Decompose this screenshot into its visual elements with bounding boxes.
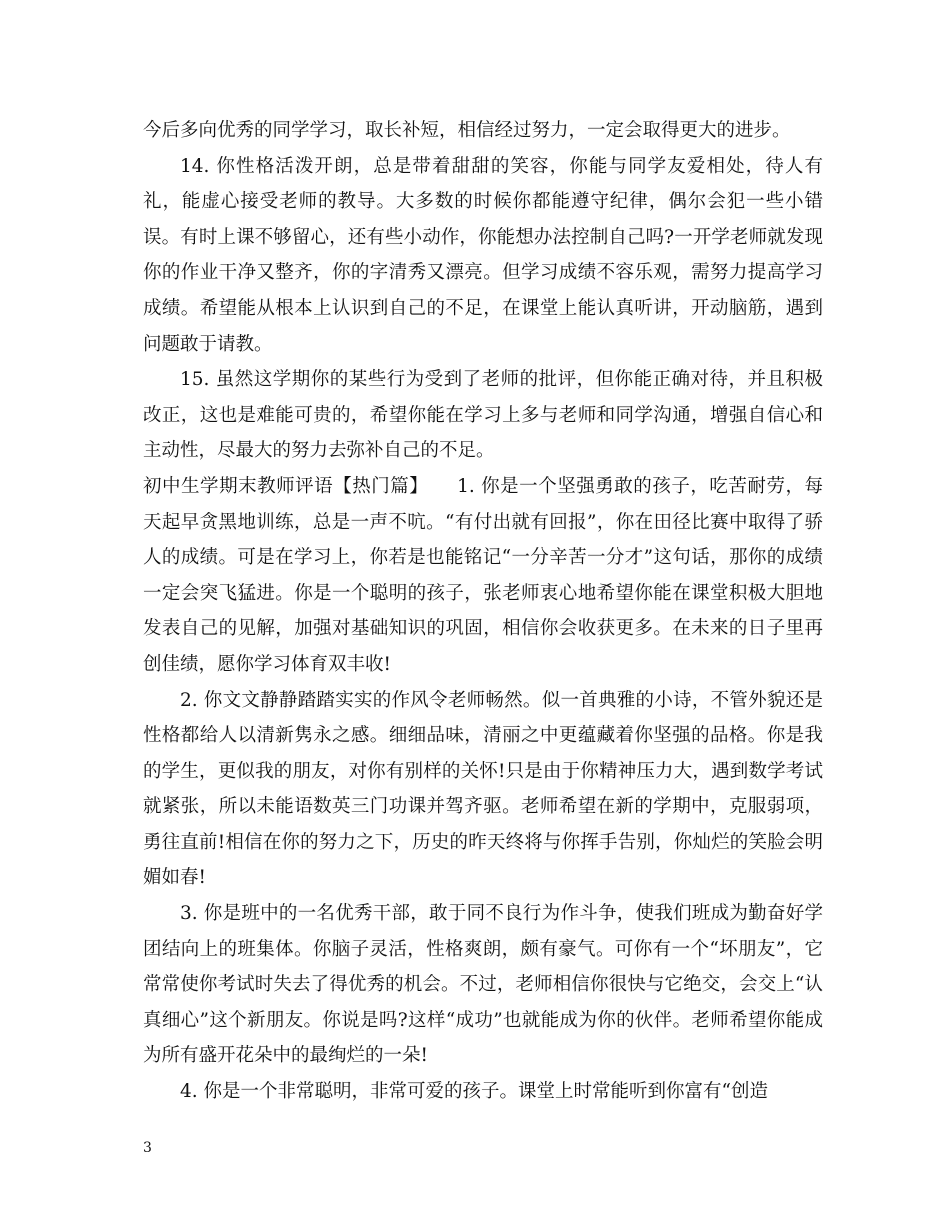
page-number: 3	[143, 1140, 152, 1156]
paragraph-comment-15: 15. 虽然这学期你的某些行为受到了老师的批评，但你能正确对待，并且积极改正，这也是难能可贵的，希望你能在学习上多与老师和同学沟通，增强自信心和主动性，尽最大的努力去弥补自己的不足。	[143, 369, 823, 462]
paragraph-comment-2: 2. 你文文静静踏踏实实的作风令老师畅然。似一首典雅的小诗，不管外貌还是性格都给人以清新隽永之感。细细品味，清丽之中更蕴藏着你坚强的品格。你是我的学生，更似我的朋友，对你有别样的关怀!只是由于你精神压力大，遇到数学考试就紧张，所以未能语数英三门功课并驾齐驱。老师希望在新的学期中，克服弱项，勇往直前!相信在你的努力之下，历史的昨天终将与你挥手告别，你灿烂的笑脸会明媚如春!	[143, 689, 823, 889]
document-body	[143, 113, 823, 1110]
paragraph-comment-3: 3. 你是班中的一名优秀干部，敢于同不良行为作斗争，使我们班成为勤奋好学团结向上的班集体。你脑子灵活，性格爽朗，颇有豪气。可你有一个“坏朋友”，它常常使你考试时失去了得优秀的机会。不过，老师相信你很快与它绝交，会交上“认真细心”这个新朋友。你说是吗?这样“成功”也就能成为你的伙伴。老师希望你能成为所有盛开花朵中的最绚烂的一朵!	[143, 903, 823, 1067]
paragraph-comment-4: 4. 你是一个非常聪明，非常可爱的孩子。课堂上时常能听到你富有“创造	[180, 1081, 768, 1103]
paragraph-comment-14: 14. 你性格活泼开朗，总是带着甜甜的笑容，你能与同学友爱相处，待人有礼，能虚心接受老师的教导。大多数的时候你都能遵守纪律，偶尔会犯一些小错误。有时上课不够留心，还有些小动作，你能想办法控制自己吗?一开学老师就发现你的作业干净又整齐，你的字清秀又漂亮。但学习成绩不容乐观，需努力提高学习成绩。希望能从根本上认识到自己的不足，在课堂上能认真听讲，开动脑筋，遇到问题敢于请教。	[143, 155, 823, 355]
paragraph-section-heading-comment-1: 初中生学期末教师评语【热门篇】 1. 你是一个坚强勇敢的孩子，吃苦耐劳，每天起早贪黑地训练，总是一声不吭。“有付出就有回报”，你在田径比赛中取得了骄人的成绩。可是在学习上，你若是也能铭记“一分辛苦一分才”这句话，那你的成绩一定会突飞猛进。你是一个聪明的孩子，张老师衷心地希望你能在课堂积极大胆地发表自己的见解，加强对基础知识的巩固，相信你会收获更多。在未来的日子里再创佳绩，愿你学习体育双丰收!	[143, 475, 823, 675]
paragraph-continuation: 今后多向优秀的同学学习，取长补短，相信经过努力，一定会取得更大的进步。	[143, 120, 791, 141]
